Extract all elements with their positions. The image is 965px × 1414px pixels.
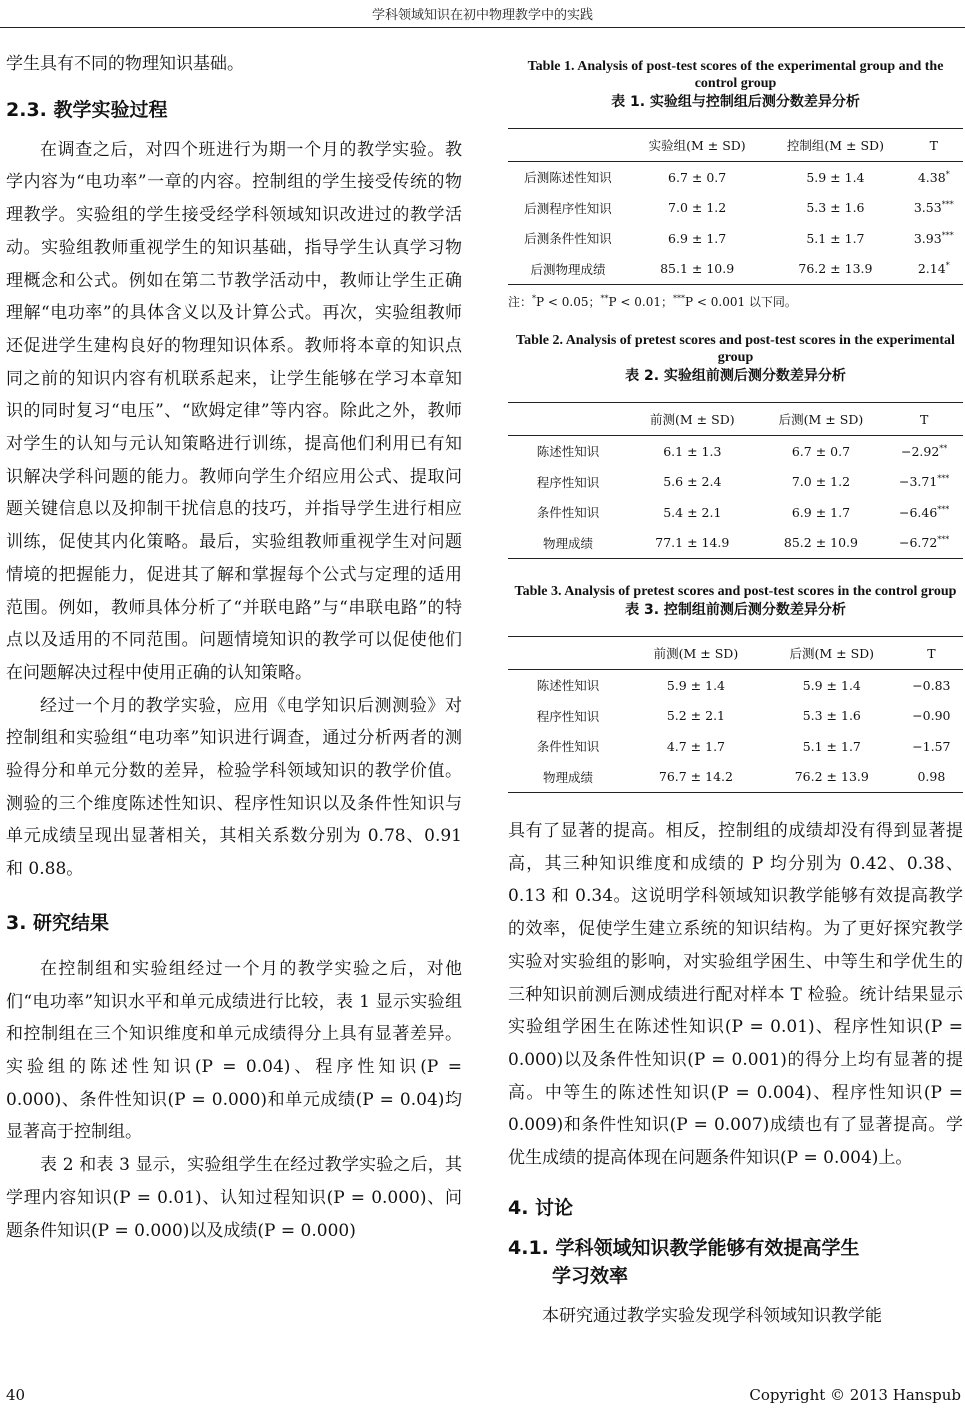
cell: 5.9 ± 1.4: [802, 677, 861, 693]
heading-line: 学习效率: [552, 1264, 629, 1287]
row-label: 后测物理成绩: [508, 254, 628, 285]
cell: 76.7 ± 14.2: [628, 762, 764, 793]
table-row: [508, 436, 963, 467]
cell: 5.4 ± 2.1: [663, 504, 722, 520]
table2-header: [508, 403, 628, 436]
paragraph-tables: 表 2 和表 3 显示，实验组学生在经过教学实验之后，其学理内容知识(P = 0.01)、认知过程知识(P = 0.000)、问题条件知识(P = 0.000)以及成绩(P = 0.000): [6, 1155, 462, 1241]
cell: 5.3 ± 1.6: [806, 200, 865, 216]
table2-header: T: [885, 403, 963, 436]
t-cell: −1.57: [912, 738, 951, 754]
heading-line: 4.1. 学科领域知识教学能够有效提高学生: [508, 1236, 860, 1259]
cell: 5.3 ± 1.6: [802, 708, 861, 724]
table1-header: [508, 129, 628, 162]
section-heading-2-3: 2.3. 教学实验过程: [6, 98, 168, 121]
table1-header: 控制组(M ± SD): [766, 129, 904, 162]
t-cell: −6.72***: [885, 528, 963, 559]
row-label: 条件性知识: [536, 505, 600, 521]
cell: 6.9 ± 1.7: [668, 230, 727, 246]
cell: 5.9 ± 1.4: [666, 677, 726, 693]
cell: 5.6 ± 2.4: [663, 474, 722, 490]
table3-caption-en: Table 3. Analysis of pretest scores and post-test scores in the control group: [514, 584, 957, 599]
table3-header: [508, 637, 628, 670]
cell: 6.7 ± 0.7: [668, 169, 727, 185]
table-row: [508, 467, 963, 498]
table3-header: 后测(M ± SD): [764, 637, 900, 670]
row-label: 物理成绩: [508, 528, 628, 559]
header-rule: [0, 27, 965, 28]
cell: 5.1 ± 1.7: [806, 230, 865, 246]
table3: [508, 636, 963, 793]
table2: [508, 402, 963, 559]
row-label: 物理成绩: [508, 762, 628, 793]
row-label: 后测程序性知识: [524, 200, 612, 216]
table3-caption-cn: 表 3. 控制组前测后测分数差异分析: [625, 602, 846, 618]
table-row: [508, 670, 963, 701]
section-heading-4: 4. 讨论: [508, 1196, 574, 1219]
t-cell: 3.53***: [913, 200, 954, 216]
table2-header: 后测(M ± SD): [757, 403, 886, 436]
table-row: [508, 497, 963, 528]
t-cell: −0.83: [912, 677, 951, 693]
cell: 85.2 ± 10.9: [757, 528, 886, 559]
table-row: [508, 701, 963, 732]
t-cell: −3.71***: [898, 474, 950, 490]
cell: 4.7 ± 1.7: [666, 738, 726, 754]
table1-header: T: [905, 129, 963, 162]
table-row: [508, 528, 963, 559]
t-cell: −6.46***: [898, 504, 950, 520]
cell: 5.1 ± 1.7: [802, 738, 861, 754]
left-column: [6, 48, 462, 1247]
cell: 76.2 ± 13.9: [766, 254, 904, 285]
running-title: 学科领域知识在初中物理教学中的实践: [371, 8, 593, 23]
row-label: 程序性知识: [536, 708, 600, 724]
right-column: [508, 58, 963, 1332]
cell: 7.0 ± 1.2: [668, 200, 727, 216]
t-cell: 3.93***: [913, 230, 954, 246]
table1-caption-en: Table 1. Analysis of post-test scores of the experimental group and the control group: [527, 59, 944, 91]
t-cell: −2.92**: [900, 443, 948, 459]
cell: 5.2 ± 2.1: [666, 708, 726, 724]
paragraph-process: 在调查之后，对四个班进行为期一个月的教学实验。教学内容为“电功率”一章的内容。控制组的学生接受传统的物理教学。实验组的学生接受经学科领域知识改进过的教学活动。实验组教师重视学生的知识基础，指导学生认真学习物理概念和公式。例如在第二节教学活动中，教师让学生正确理解“电功率”的具体含义以及计算公式。再次，实验组教师还促进学生建构良好的物理知识体系。教师将本章的知识点同之前的知识内容有机联系起来，让学生能够在学习本章知识的同时复习“电压”、“欧姆定律”等内容。除此之外，教师对学生的认知与元认知策略进行训练，提高他们利用已有知识解决学科问题的能力。教师向学生介绍应用公式、提取问题关键信息以及抑制干扰信息的技巧，并指导学生进行相应训练，促使其内化策略。最后，实验组教师重视学生对问题情境的把握能力，促进其了解和掌握每个公式与定理的适用范围。例如，教师具体分析了“并联电路”与“串联电路”的特点以及适用的不同范围。问题情境知识的教学可以促使他们在问题解决过程中使用正确的认知策略。: [6, 139, 462, 683]
row-label: 后测陈述性知识: [524, 170, 612, 186]
row-label: 条件性知识: [536, 739, 600, 755]
row-label: 后测条件性知识: [524, 231, 612, 247]
table3-header: T: [900, 637, 963, 670]
row-label: 陈述性知识: [536, 678, 600, 694]
table-row: [508, 762, 963, 793]
cell: 6.1 ± 1.3: [663, 443, 722, 459]
table-row: [508, 193, 963, 224]
cell: 76.2 ± 13.9: [764, 762, 900, 793]
section-heading-3: 3. 研究结果: [6, 911, 110, 934]
table3-header: 前测(M ± SD): [628, 637, 764, 670]
table-row: [508, 254, 963, 285]
table1-caption-cn: 表 1. 实验组与控制组后测分数差异分析: [611, 94, 860, 110]
cell: 85.1 ± 10.9: [628, 254, 766, 285]
paragraph-results: 在控制组和实验组经过一个月的教学实验之后，对他们“电功率”知识水平和单元成绩进行比较，表 1 显示实验组和控制组在三个知识维度和单元成绩得分上具有显著差异。实验组的陈述性知识(P = 0.04)、程序性知识(P = 0.000)、条件性知识(P = 0.000)和单元成绩(P = 0.04)均显著高于控制组。: [6, 958, 462, 1143]
row-label: 陈述性知识: [536, 444, 600, 460]
copyright: Copyright © 2013 Hanspub: [749, 1386, 961, 1404]
paragraph-intro: 学生具有不同的物理知识基础。: [6, 54, 244, 74]
cell: 6.7 ± 0.7: [791, 443, 851, 459]
table2-header: 前测(M ± SD): [628, 403, 757, 436]
paragraph-test: 经过一个月的教学实验，应用《电学知识后测测验》对控制组和实验组“电功率”知识进行调查，通过分析两者的测验得分和单元分数的差异，检验学科领域知识的教学价值。测验的三个维度陈述性知识、程序性知识以及条件性知识与单元成绩呈现出显著相关，其相关系数分别为 0.78、0.91 和 0.88。: [6, 695, 462, 880]
t-cell: 4.38*: [917, 169, 950, 185]
table1: [508, 128, 963, 285]
table2-caption-en: Table 2. Analysis of pretest scores and post-test scores in the experimental group: [516, 333, 955, 365]
paragraph-continuation: 具有了显著的提高。相反，控制组的成绩却没有得到显著提高，其三种知识维度和成绩的 P 均分别为 0.42、0.38、0.13 和 0.34。这说明学科领域知识教学能够有效提高教学的效率，促使学生建立系统的知识结构。为了更好探究教学实验对实验组的影响，对实验组学困生、中等生和学优生的三种知识前测后测成绩进行配对样本 T 检验。统计结果显示实验组学困生在陈述性知识(P = 0.01)、程序性知识(P = 0.000)以及条件性知识(P = 0.001)的得分上均有显著的提高。中等生的陈述性知识(P = 0.004)、程序性知识(P = 0.009)和条件性知识(P = 0.007)成绩也有了显著提高。学优生成绩的提高体现在问题条件知识(P = 0.004)上。: [508, 821, 963, 1169]
table1-note: 注：*P < 0.05；**P < 0.01；***P < 0.001 以下同。: [508, 294, 797, 309]
cell: 77.1 ± 14.9: [628, 528, 757, 559]
table-row: [508, 162, 963, 193]
table1-header: 实验组(M ± SD): [628, 129, 766, 162]
subsection-heading-4-1: [508, 1234, 963, 1290]
t-cell: −0.90: [912, 708, 951, 724]
page-number: 40: [6, 1386, 26, 1404]
row-label: 程序性知识: [536, 474, 600, 490]
cell: 7.0 ± 1.2: [791, 474, 851, 490]
t-cell: 0.98: [900, 762, 963, 793]
cell: 6.9 ± 1.7: [791, 504, 851, 520]
table2-caption-cn: 表 2. 实验组前测后测分数差异分析: [625, 368, 846, 384]
t-cell: 2.14*: [905, 254, 963, 285]
table-row: [508, 731, 963, 762]
paragraph-discussion-start: 本研究通过教学实验发现学科领域知识教学能: [542, 1305, 882, 1326]
table-row: [508, 223, 963, 254]
cell: 5.9 ± 1.4: [806, 169, 865, 185]
